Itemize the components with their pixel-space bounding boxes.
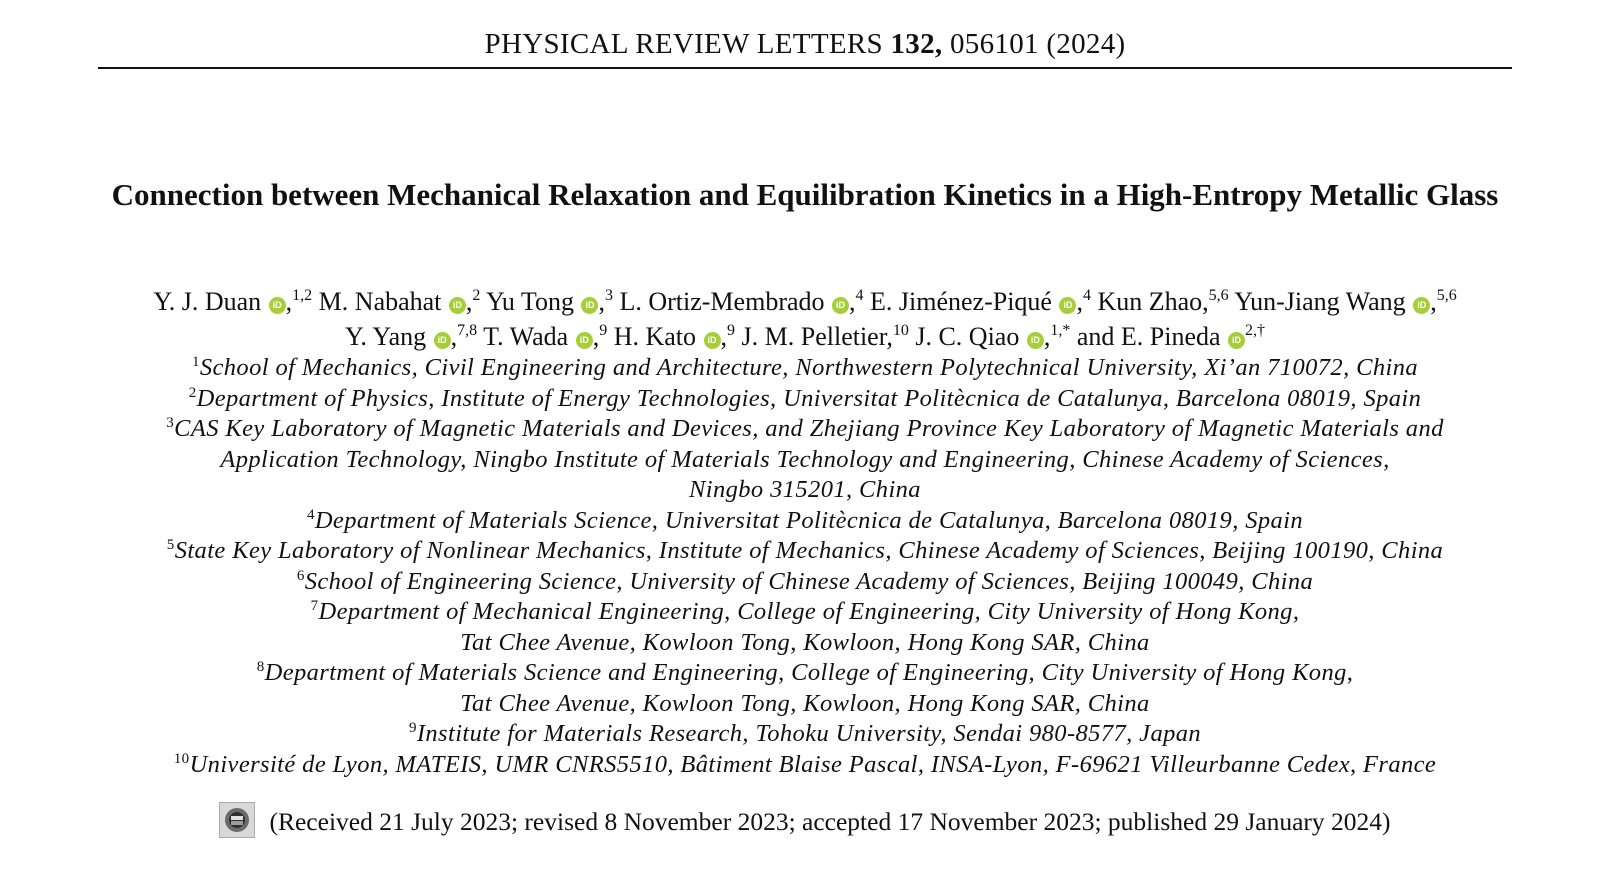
affiliation: $^9$Institute for Materials Research, Tohoku University, Sendai 980-8577, Japan [408,720,1202,747]
orcid-icon[interactable]: iD [434,332,451,349]
author[interactable]: H. Kato iD ,$^9$ [613,322,736,351]
orcid-icon[interactable]: iD [832,297,849,314]
author[interactable]: M. Nabahat iD ,$^2$ [318,287,481,316]
author[interactable]: L. Ortiz-Membrado iD ,$^4$ [619,287,864,316]
crossmark-icon[interactable] [219,802,255,838]
orcid-icon[interactable]: iD [1059,297,1076,314]
author-line-1 [80,284,1530,319]
header-rule [98,67,1512,69]
affiliation: $^1$School of Mechanics, Civil Engineering and Architecture, Northwestern Polytechnical University, Xi’an 710072, China [191,354,1419,381]
affiliation: $^5$State Key Laboratory of Nonlinear Mechanics, Institute of Mechanics, Chinese Academy of Sciences, Beijing 100190, China [166,537,1444,564]
journal-name: PHYSICAL REVIEW LETTERS [484,28,883,60]
affiliation: $^2$Department of Physics, Institute of Energy Technologies, Universitat Politècnica de Catalunya, Barcelona 08019, Spain [188,384,1422,412]
orcid-icon[interactable]: iD [576,332,593,349]
footnote-link[interactable]: * [1062,322,1071,339]
affiliation-list [60,353,1550,780]
affiliation: $^{10}$Université de Lyon, MATEIS, UMR CNRS5510, Bâtiment Blaise Pascal, INSA-Lyon, F-69621 Villeurbanne Cedex, France [173,750,1437,778]
author[interactable]: T. Wada iD ,$^9$ [483,322,608,351]
orcid-icon[interactable]: iD [449,297,466,314]
orcid-icon[interactable]: iD [269,297,286,314]
orcid-icon[interactable]: iD [1027,332,1044,349]
orcid-icon[interactable]: iD [704,332,721,349]
author[interactable]: E. Pineda $iD^{2,\dagger}$ [1120,322,1266,351]
affiliation-continuation: Ningbo 315201, China [689,476,921,503]
orcid-icon[interactable]: iD [1228,332,1245,349]
journal-volume: 132, [890,28,943,60]
author[interactable]: Yu Tong iD ,$^3$ [485,287,613,316]
author[interactable]: Y. J. Duan iD ,$^{1,2}$ [153,287,313,316]
footnote-link[interactable]: † [1257,322,1266,339]
publication-history [100,802,1510,838]
affiliation-continuation: Tat Chee Avenue, Kowloon Tong, Kowloon, Hong Kong SAR, China [460,689,1150,717]
orcid-icon[interactable]: iD [1413,297,1430,314]
affiliation: $^7$Department of Mechanical Engineering, College of Engineering, City University of Hong Kong, [310,598,1300,625]
author[interactable]: Y. Yang iD ,$^{7,8}$ [344,322,478,351]
paper-title: Connection between Mechanical Relaxation and Equilibration Kinetics in a High-Entropy Metallic Glass [111,177,1499,212]
affiliation: $^3$CAS Key Laboratory of Magnetic Materials and Devices, and Zhejiang Province Key Laboratory of Magnetic Materials and [166,415,1444,442]
article-number-year: 056101 (2024) [950,28,1126,60]
author[interactable]: Yun-Jiang Wang iD ,$^{5,6}$ [1234,287,1457,316]
authors-conjunction: and [1076,322,1115,351]
author-line-2 [80,319,1530,354]
author-list [80,284,1530,354]
affiliation: $^4$Department of Materials Science, Universitat Politècnica de Catalunya, Barcelona 08019, Spain [306,506,1304,534]
affiliation-continuation: Tat Chee Avenue, Kowloon Tong, Kowloon, Hong Kong SAR, China [460,628,1150,656]
affiliation-continuation: Application Technology, Ningbo Institute of Materials Technology and Engineering, Chinese Academy of Sciences, [220,445,1390,473]
orcid-icon[interactable]: iD [581,297,598,314]
author[interactable]: Kun Zhao,$^{5,6}$ [1097,287,1229,316]
journal-header [100,28,1510,61]
received-dates: (Received 21 July 2023; revised 8 November 2023; accepted 17 November 2023; published 29 January 2024) [269,807,1391,836]
affiliation: $^8$Department of Materials Science and Engineering, College of Engineering, City University of Hong Kong, [256,659,1354,686]
author[interactable]: E. Jiménez-Piqué iD ,$^4$ [870,287,1091,316]
author[interactable]: J. M. Pelletier,$^{10}$ [741,322,909,351]
author[interactable]: J. C. Qiao iD ,$^{1,*}$ [915,322,1071,351]
affiliation: $^6$School of Engineering Science, University of Chinese Academy of Sciences, Beijing 100049, China [296,567,1314,595]
